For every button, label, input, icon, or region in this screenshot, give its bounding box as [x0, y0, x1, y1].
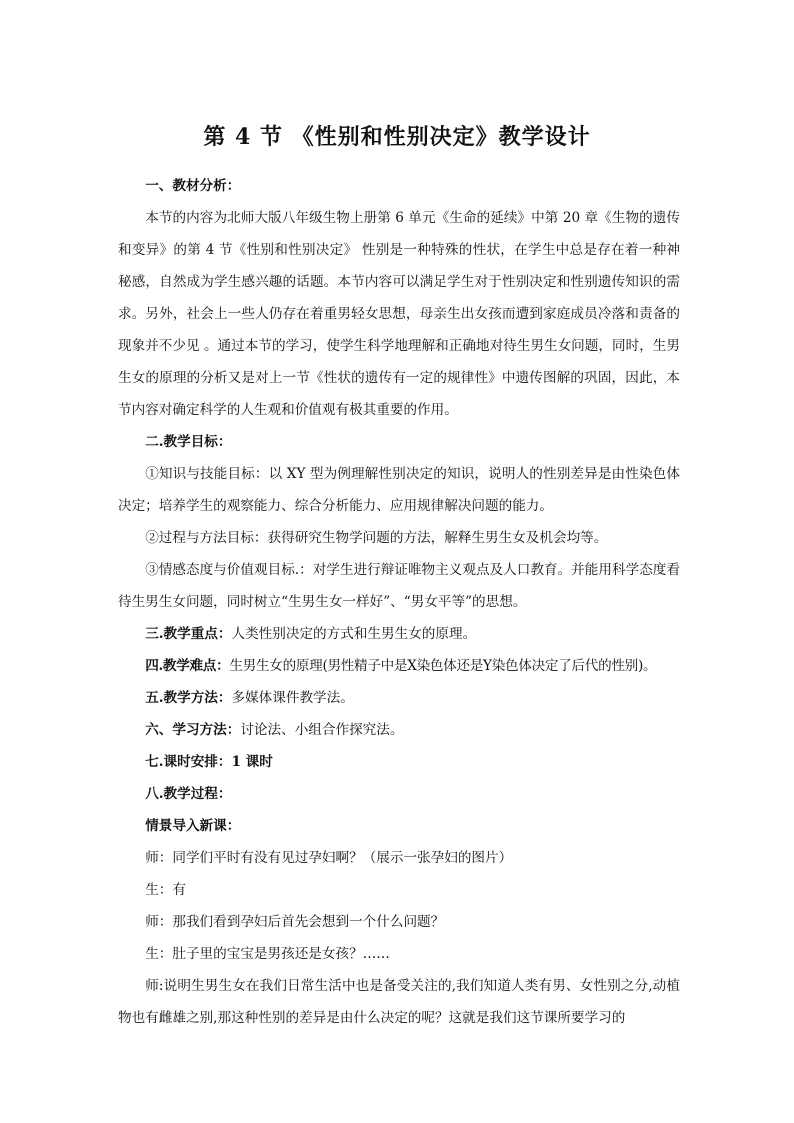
section-teaching-method: [118, 682, 680, 714]
section-text-difficulties: 生男生女的原理(男性精子中是X染色体还是Y染色体决定了后代的性别)。: [229, 658, 657, 674]
paragraph-goal-attitude: ③情感态度与价值观目标.：对学生进行辩证唯物主义观点及人口教育。并能用科学态度看待生男生女问题，同时树立“生男生女一样好”、“男女平等”的思想。: [118, 562, 680, 610]
paragraph-textbook-analysis: 本节的内容为北师大版八年级生物上册第 6 单元《生命的延续》中第 20 章《生物的遗传和变异》的第 4 节《性别和性别决定》 性别是一种特殊的性状，在学生中总是存在着一种神秘感，自然成为学生感兴趣的话题。本节内容可以满足学生对于性别决定和性别遗传知识的需求。另外，社会上一些人仍存在着重男轻女思想，母亲生出女孩而遭到家庭成员冷落和责备的现象并不少见 。通过本节的学习，使学生科学地理解和正确地对待生男生女问题，同时，生男生女的原理的分析又是对上一节《性状的遗传有一定的规律性》中遗传图解的巩固，因此，本节内容对确定科学的人生观和价值观有极其重要的作用。: [118, 210, 680, 418]
dialogue-line: 师：那我们看到孕妇后首先会想到一个什么问题？: [145, 914, 445, 930]
section-heading-teaching-process: 八.教学过程：: [145, 786, 232, 802]
section-label-difficulties: 四.教学难点：: [145, 658, 230, 674]
section-text-key-points: 人类性别决定的方式和生男生女的原理。: [231, 626, 477, 642]
paragraph-goal-process: ②过程与方法目标：获得研究生物学问题的方法，解释生男生女及机会均等。: [145, 530, 608, 546]
section-heading-textbook-analysis: 一、教材分析：: [145, 178, 241, 194]
dialogue-paragraph: 师:说明生男生女在我们日常生活中也是备受关注的,我们知道人类有男、女性别之分,动植物也有雌雄之别,那这种性别的差异是由什么决定的呢？这就是我们这节课所要学习的: [118, 978, 680, 1026]
section-label-teaching-method: 五.教学方法：: [145, 690, 232, 706]
section-heading-class-hours: 七.课时安排：1 课时: [145, 754, 273, 770]
dialogue-line: 师：同学们平时有没有见过孕妇啊？（展示一张孕妇的图片）: [145, 850, 513, 866]
document-body: [118, 170, 680, 1034]
section-text-teaching-method: 多媒体课件教学法。: [231, 690, 354, 706]
section-key-points: [118, 618, 680, 650]
dialogue-line: 生：有: [145, 882, 186, 898]
section-label-learning-method: 六、学习方法：: [145, 722, 241, 738]
paragraph-goal-knowledge: ①知识与技能目标：以 XY 型为例理解性别决定的知识，说明人的性别差异是由性染色体决定；培养学生的观察能力、综合分析能力、应用规律解决问题的能力。: [118, 466, 680, 514]
section-heading-teaching-goals: 二.教学目标：: [145, 434, 232, 450]
section-label-key-points: 三.教学重点：: [145, 626, 232, 642]
document-title: 第 4 节 《性别和性别决定》教学设计: [203, 124, 591, 150]
section-text-learning-method: 讨论法、小组合作探究法。: [240, 722, 404, 738]
dialogue-line: 生：肚子里的宝宝是男孩还是女孩？……: [145, 946, 390, 962]
section-learning-method: [118, 714, 680, 746]
subsection-heading-intro: 情景导入新课：: [145, 818, 241, 834]
section-difficulties: [118, 650, 680, 682]
